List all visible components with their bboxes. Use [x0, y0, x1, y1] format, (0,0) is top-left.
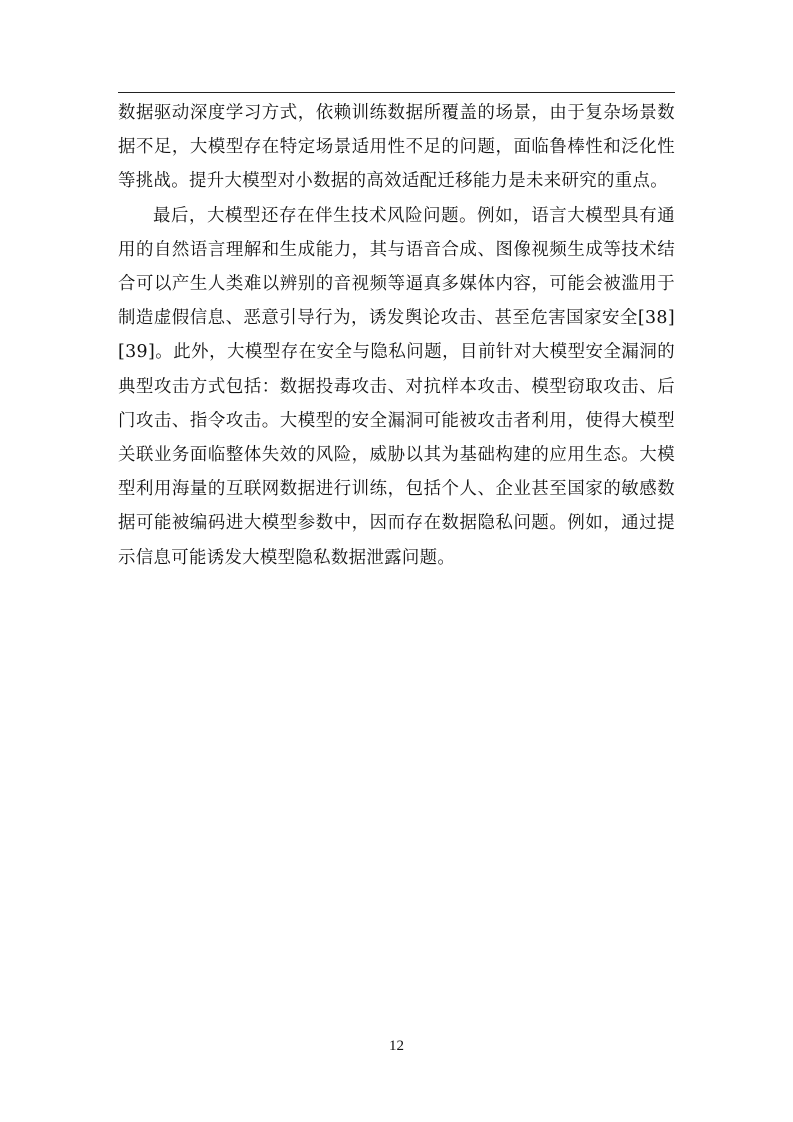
header-rule [118, 92, 675, 93]
paragraph-continuation: 数据驱动深度学习方式，依赖训练数据所覆盖的场景，由于复杂场景数据不足，大模型存在特定场景适用性不足的问题，面临鲁棒性和泛化性等挑战。提升大模型对小数据的高效适配迁移能力是未来研究的重点。 [118, 103, 675, 192]
body-text [118, 96, 675, 575]
page-number: 12 [389, 1038, 404, 1054]
paragraph-risks: 最后，大模型还存在伴生技术风险问题。例如，语言大模型具有通用的自然语言理解和生成能力，其与语音合成、图像视频生成等技术结合可以产生人类难以辨别的音视频等逼真多媒体内容，可能会被滥用于制造虚假信息、恶意引导行为，诱发舆论攻击、甚至危害国家安全[38][39]。此外，大模型存在安全与隐私问题，目前针对大模型安全漏洞的典型攻击方式包括：数据投毒攻击、对抗样本攻击、模型窃取攻击、后门攻击、指令攻击。大模型的安全漏洞可能被攻击者利用，使得大模型关联业务面临整体失效的风险，威胁以其为基础构建的应用生态。大模型利用海量的互联网数据进行训练，包括个人、企业甚至国家的敏感数据可能被编码进大模型参数中，因而存在数据隐私问题。例如，通过提示信息可能诱发大模型隐私数据泄露问题。 [118, 205, 675, 568]
